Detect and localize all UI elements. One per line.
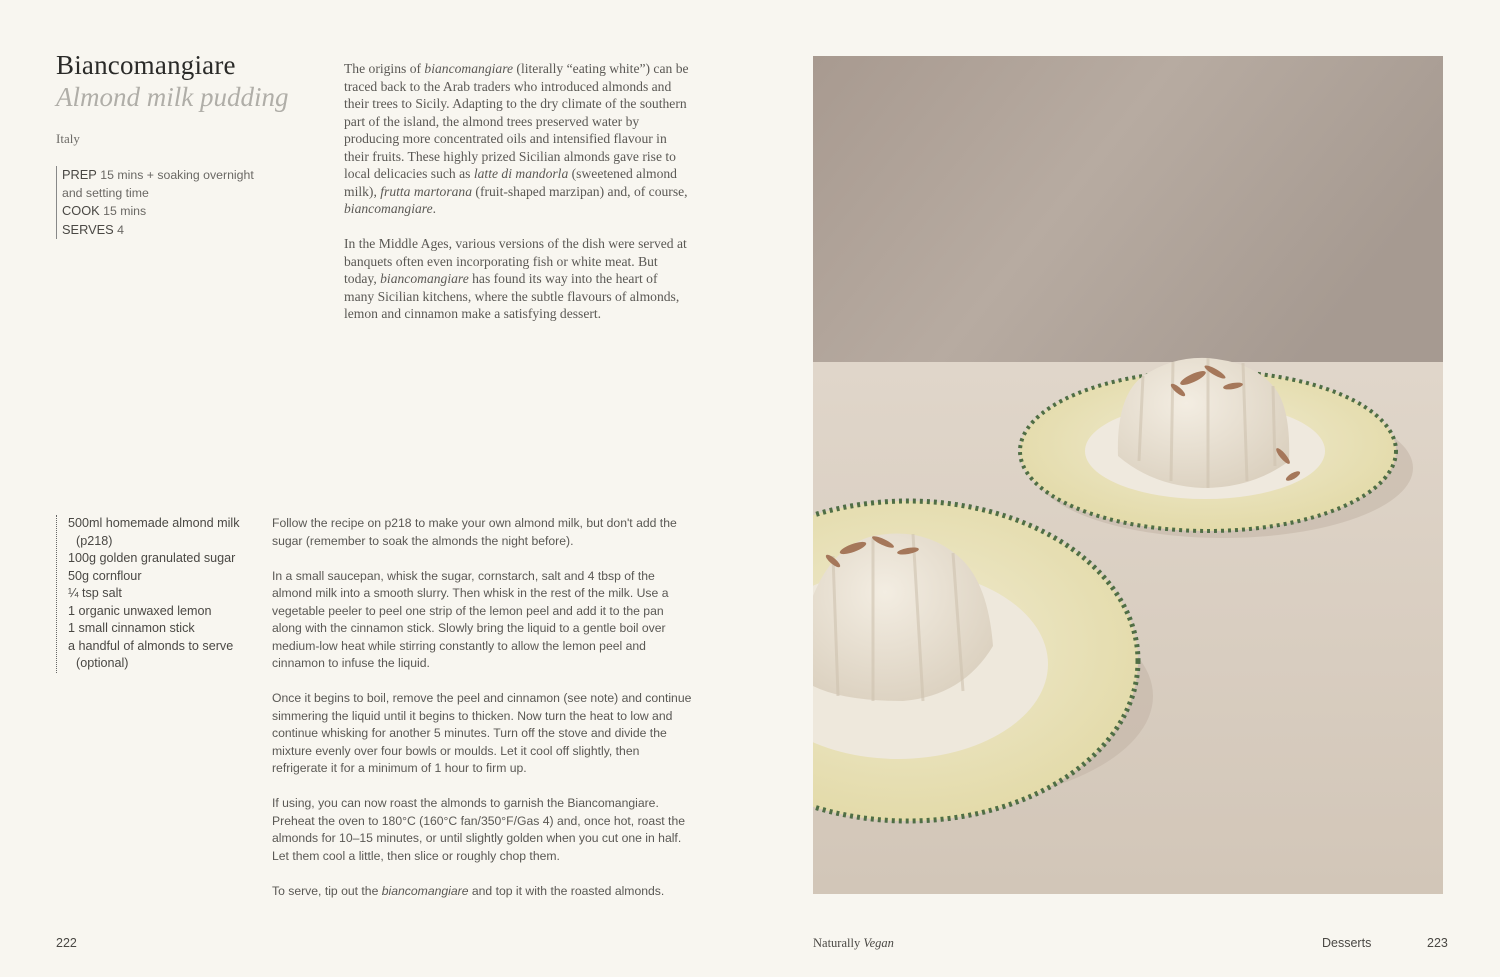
ingredient-item: 1 organic unwaxed lemon [68, 603, 212, 618]
recipe-title: Biancomangiare [56, 50, 236, 80]
prep-label: PREP [62, 167, 97, 182]
recipe-subtitle: Almond milk pudding [56, 82, 289, 112]
ingredient-item: 500ml homemade almond milk (p218) [68, 516, 240, 548]
ingredient-item: ¼ tsp salt [68, 586, 122, 600]
section-name-footer: Desserts [1322, 936, 1372, 950]
book-title-footer: Naturally Vegan [813, 936, 894, 950]
ingredient-item: 50g cornflour [68, 568, 142, 583]
intro-paragraph-1: The origins of biancomangiare (literally “eating white”) can be traced back to the Arab traders who introduced almonds and their trees to Sicily. Adapting to the dry climate of the southern part of the island, the almond trees preserved water by producing more concentrated oils and intensified flavour in their fruits. These highly prized Sicilian almonds gave rise to local delicacies such as latte di mandorla (sweetened almond milk), frutta martorana (fruit-shaped marzipan) and, of course, biancomangiare. [344, 61, 689, 216]
cook-label: COOK [62, 203, 100, 218]
ingredient-item: 1 small cinnamon stick [68, 621, 195, 635]
cook-line [62, 202, 262, 221]
ingredient-item: 100g golden granulated sugar [68, 551, 236, 565]
method-steps [272, 515, 692, 918]
wall-background [813, 56, 1443, 376]
method-step-5: To serve, tip out the biancomangiare and top it with the roasted almonds. [272, 883, 665, 898]
recipe-meta [56, 166, 262, 239]
intro-paragraph-2: In the Middle Ages, various versions of the dish were served at banquets often even incorporating fish or white meat. But today, biancomangiare has found its way into the heart of many Sicilian kitchens, where the subtle flavours of almonds, lemon and cinnamon make a satisfying dessert. [344, 236, 687, 321]
prep-line [62, 166, 262, 202]
method-step-4: If using, you can now roast the almonds to garnish the Biancomangiare. Preheat the oven to 180°C (160°C fan/350°F/Gas 4) and, once hot, roast the almonds for 10–15 minutes, or until slightly golden when you cut one in half. Let them cool a little, then slice or roughly chop them. [272, 796, 686, 863]
serves-label: SERVES [62, 221, 114, 237]
prep-value: 15 mins + soaking overnight and setting time [62, 168, 254, 200]
page-number-left: 222 [56, 936, 77, 950]
ingredients-list [56, 515, 268, 673]
recipe-origin: Italy [56, 131, 80, 146]
intro-text [344, 60, 689, 340]
page-number-right: 223 [1427, 936, 1448, 950]
cook-value: 15 mins [103, 204, 147, 218]
dessert-photo [813, 56, 1443, 894]
serves-line [62, 221, 262, 240]
method-step-1: Follow the recipe on p218 to make your own almond milk, but don't add the sugar (remember to soak the almonds the night before). [272, 516, 677, 548]
method-step-2: In a small saucepan, whisk the sugar, cornstarch, salt and 4 tbsp of the almond milk into a smooth slurry. Then whisk in the rest of the milk. Use a vegetable peeler to peel one strip of the lemon peel and add it to the pan along with the cinnamon stick. Slowly bring the liquid to a gentle boil over medium-low heat while stirring constantly to allow the lemon peel and cinnamon to infuse the liquid. [272, 568, 669, 670]
method-step-3: Once it begins to boil, remove the peel and cinnamon (see note) and continue simmering the liquid until it begins to thicken. Now turn the heat to low and continue whisking for another 5 minutes. Turn off the stove and divide the mixture evenly over four bowls or moulds. Let it cool off slightly, then refrigerate it for a minimum of 1 hour to firm up. [272, 691, 692, 775]
ingredient-item: a handful of almonds to serve (optional) [68, 638, 234, 670]
serves-value: 4 [117, 222, 124, 237]
